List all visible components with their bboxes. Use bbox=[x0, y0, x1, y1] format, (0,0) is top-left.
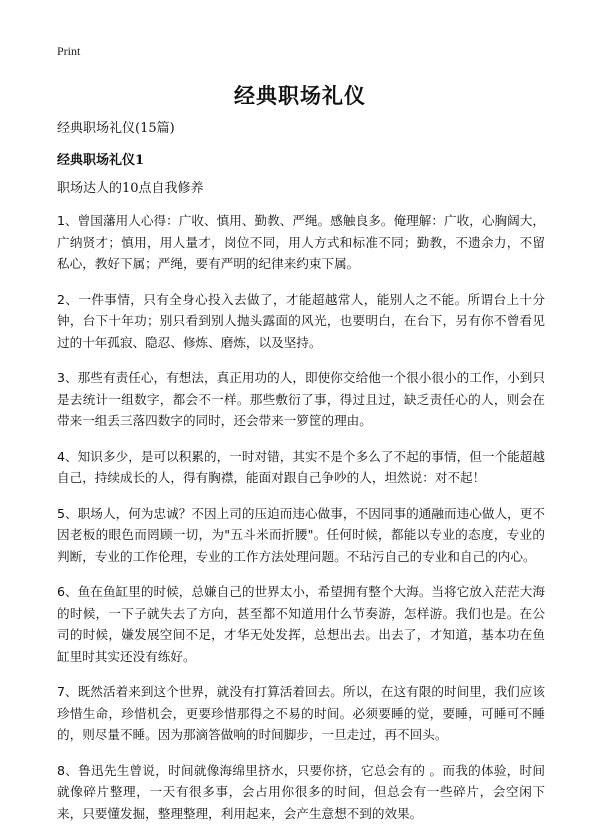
paragraph-8: 8、鲁迅先生曾说，时间就像海绵里挤水，只要你挤，它总会有的 。而我的体验，时间就像碎片整理，一天有很多事，会占用你很多的时间，但总会有一些碎片，会空闲下来，只要懂发掘，整理整理，利用起来，会产生意想不到的效果。 bbox=[57, 762, 545, 821]
paragraph-7: 7、既然活着来到这个世界，就没有打算活着回去。所以，在这有限的时间里，我们应该珍惜生命，珍惜机会，更要珍惜那得之不易的时间。必须要睡的觉，要睡，可睡可不睡的，则尽量不睡。因为那滴答做响的时间脚步，一旦走过，再不回头。 bbox=[57, 684, 545, 742]
section-heading: 经典职场礼仪1 bbox=[57, 153, 145, 168]
paragraph-3: 3、那些有责任心，有想法，真正用功的人，即使你交给他一个很小很小的工作，小到只是去统计一组数字，都会不一样。那些敷衍了事，得过且过，缺乏责任心的人，则会在带来一组丢三落四数字的同时，还会带来一箩筐的理由。 bbox=[57, 370, 545, 428]
print-link[interactable]: Print bbox=[57, 44, 81, 58]
paragraph-4: 4、知识多少，是可以积累的，一时对错，其实不是个多么了不起的事情，但一个能超越自己，持续成长的人，得有胸襟，能面对跟自己争吵的人，坦然说：对不起！ bbox=[57, 448, 545, 485]
paragraph-2: 2、一件事情，只有全身心投入去做了，才能超越常人，能别人之不能。所谓台上十分钟，台下十年功；别只看到别人抛头露面的风光，也要明白，在台下，另有你不曾看见过的十年孤寂、隐忍、修炼、磨炼，以及坚持。 bbox=[57, 291, 545, 350]
document-subtitle: 经典职场礼仪(15篇) bbox=[57, 121, 175, 136]
paragraph-1: 1、曾国藩用人心得：广收、慎用、勤教、严绳。感触良多。俺理解：广收，心胸阔大，广纳贤才；慎用，用人量才，岗位不同，用人方式和标准不同；勤教，不遗余力，不留私心，教好下属；严绳，要有严明的纪律来约束下属。 bbox=[57, 213, 545, 271]
document-title: 经典职场礼仪 bbox=[234, 84, 366, 108]
paragraph-5: 5、职场人，何为忠诚？不因上司的压迫而违心做事，不因同事的通融而违心做人，更不因老板的眼色而罔顾一切，为"五斗米而折腰"。任何时候，都能以专业的态度，专业的判断，专业的工作伦理，专业的工作方法处理问题。不玷污自己的专业和自己的内心。 bbox=[57, 505, 545, 564]
paragraph-6: 6、鱼在鱼缸里的时候，总嫌自己的世界太小，希望拥有整个大海。当将它放入茫茫大海的时候，一下子就失去了方向，甚至都不知道用什么节奏游，怎样游。我们也是。在公司的时候，嫌发展空间不足，才华无处发挥，总想出去。出去了，才知道，基本功在鱼缸里时其实还没有练好。 bbox=[57, 584, 545, 664]
section-intro: 职场达人的10点自我修养 bbox=[57, 181, 204, 196]
document-body bbox=[57, 120, 545, 838]
